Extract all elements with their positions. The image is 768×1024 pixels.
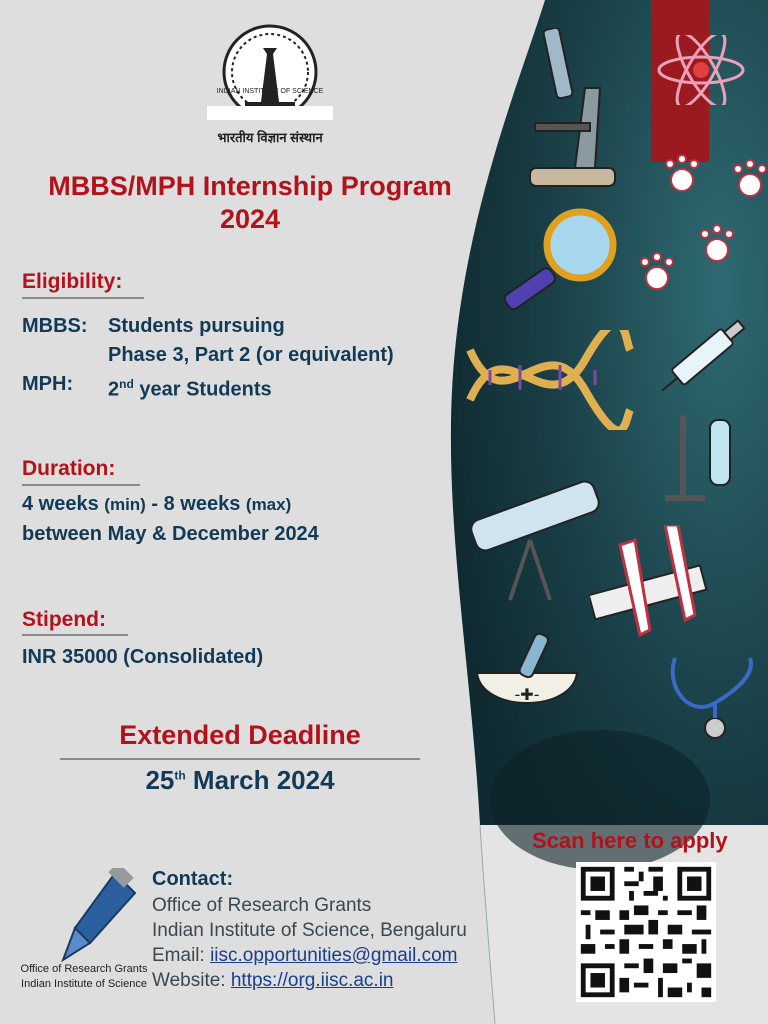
stipend-heading: Stipend: <box>22 608 106 631</box>
qr-code[interactable] <box>576 862 716 1002</box>
duration-heading: Duration: <box>22 457 116 480</box>
website-label: Website: <box>152 970 231 991</box>
contact-heading: Contact: <box>152 868 234 890</box>
mph-label: MPH: <box>22 373 74 395</box>
title-line-2: 2024 <box>219 204 281 234</box>
deadline-heading: Extended Deadline <box>119 720 361 750</box>
pen-nib-icon <box>55 868 140 963</box>
caliper-icon <box>590 525 710 640</box>
duration-underline <box>22 484 140 486</box>
email-link[interactable]: iisc.opportunities@gmail.com <box>210 945 458 966</box>
org-logo-line-2: Indian Institute of Science <box>21 978 147 990</box>
stethoscope-icon <box>660 648 760 743</box>
deadline-date: 25th March 2024 <box>145 765 335 795</box>
magnifier-icon <box>500 205 625 315</box>
stipend-underline <box>22 634 128 636</box>
eligibility-underline <box>22 297 144 299</box>
microscope-icon <box>520 28 620 193</box>
mph-value: 2nd year Students <box>108 377 272 401</box>
test-tube-stand-icon <box>660 415 745 505</box>
duration-line-2: between May & December 2024 <box>22 523 319 545</box>
stipend-value: INR 35000 (Consolidated) <box>22 646 264 668</box>
website-link[interactable]: https://org.iisc.ac.in <box>230 970 394 991</box>
mbbs-label: MBBS: <box>22 315 88 337</box>
deadline-divider <box>60 758 420 760</box>
email-label: Email: <box>152 945 211 966</box>
org-logo-line-1: Office of Research Grants <box>20 963 148 975</box>
iisc-logo-text-top: INDIAN INSTITUTE OF SCIENCE <box>216 88 324 95</box>
page-title <box>20 170 480 236</box>
atom-icon <box>655 35 747 105</box>
svg-text:-✚-: -✚- <box>514 685 540 704</box>
syringe-icon <box>650 300 760 412</box>
duration-line-1: 4 weeks (min) - 8 weeks (max) <box>22 493 292 515</box>
paw-prints-icon <box>632 150 767 300</box>
contact-office: Office of Research Grants <box>152 895 372 916</box>
contact-institute: Indian Institute of Science, Bengaluru <box>152 920 467 941</box>
contact-website-row <box>152 970 393 992</box>
telescope-icon <box>460 470 610 605</box>
mortar-pestle-icon <box>472 628 582 723</box>
scan-to-apply-label: Scan here to apply <box>532 828 728 853</box>
iisc-logo-text-bottom: भारतीय विज्ञान संस्थान <box>217 130 323 145</box>
mbbs-line-2: Phase 3, Part 2 (or equivalent) <box>108 344 394 366</box>
dna-icon <box>465 330 635 430</box>
eligibility-heading: Eligibility: <box>22 270 123 293</box>
title-line-1: MBBS/MPH Internship Program <box>48 171 452 201</box>
contact-email-row <box>152 945 457 967</box>
mbbs-line-1: Students pursuing <box>108 315 285 337</box>
